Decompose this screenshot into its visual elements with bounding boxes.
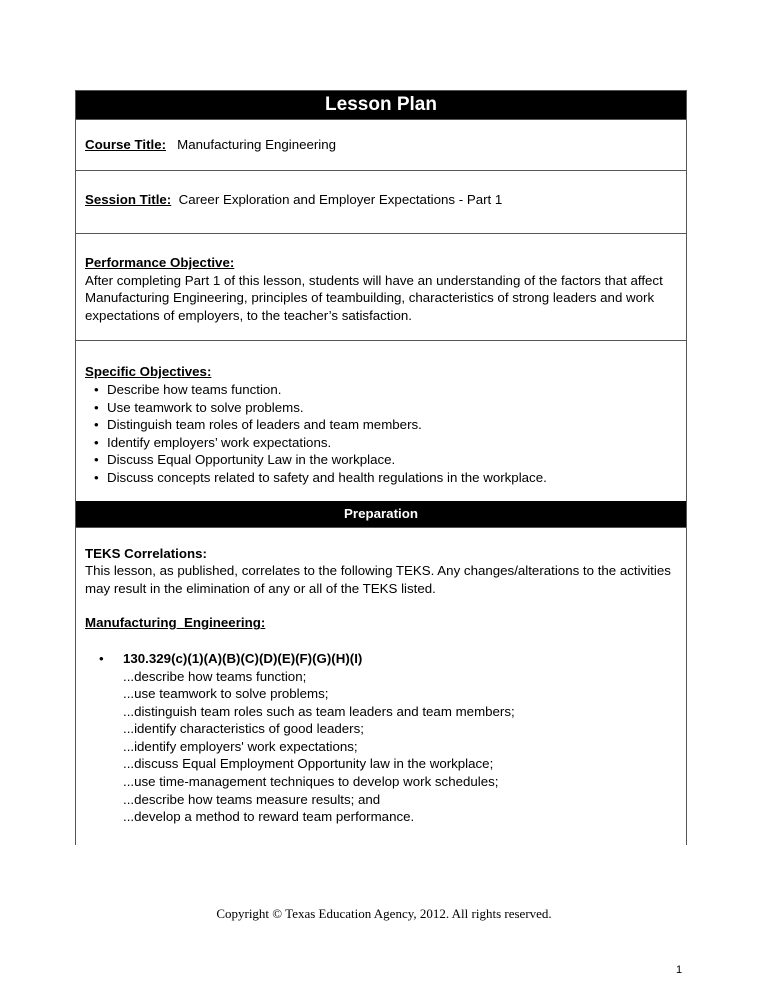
- objective-item: • Identify employers’ work expectations.: [85, 434, 677, 452]
- session-title-value: Career Exploration and Employer Expectations - Part 1: [178, 192, 503, 207]
- lesson-plan-title: Lesson Plan: [76, 91, 686, 119]
- teks-list: [85, 650, 677, 845]
- specific-objectives-row: [76, 340, 686, 500]
- teks-correlations-label: TEKS Correlations:: [85, 545, 207, 561]
- objective-item: • Use teamwork to solve problems.: [85, 399, 677, 417]
- teks-line: ...describe how teams function;: [123, 668, 307, 684]
- session-title-label: Session Title:: [85, 192, 172, 207]
- teks-line: ...discuss Equal Employment Opportunity law in the workplace;: [123, 756, 494, 772]
- objective-item: • Discuss Equal Opportunity Law in the workplace.: [85, 451, 677, 469]
- session-title-row: [76, 170, 686, 233]
- performance-objective-text: After completing Part 1 of this lesson, students will have an understanding of the factors that affect Manufacturing Engineering, principles of teambuilding, characteristics of strong leaders and work expectations of employers, to the teacher’s satisfaction.: [85, 272, 663, 323]
- objective-item: • Discuss concepts related to safety and health regulations in the workplace.: [85, 469, 677, 487]
- teks-item: [85, 650, 677, 826]
- teks-line: ...use time-management techniques to develop work schedules;: [123, 774, 499, 790]
- performance-objective-label: Performance Objective:: [85, 255, 235, 270]
- teks-line: ...develop a method to reward team performance.: [123, 809, 415, 825]
- course-title-label: Course Title:: [85, 137, 167, 152]
- course-title-value: Manufacturing Engineering: [177, 137, 337, 152]
- specific-objectives-label: Specific Objectives:: [85, 364, 212, 380]
- specific-objectives-list: [85, 381, 677, 487]
- teks-line: ...use teamwork to solve problems;: [123, 686, 329, 702]
- teks-line: ...identify characteristics of good leaders;: [123, 721, 364, 737]
- performance-objective-row: [76, 233, 686, 340]
- subject-label: Manufacturing Engineering:: [85, 615, 266, 631]
- objective-item: • Describe how teams function.: [85, 381, 677, 399]
- teks-line: ...distinguish team roles such as team leaders and team members;: [123, 703, 515, 719]
- teks-item: [85, 844, 677, 845]
- teks-correlations-text: This lesson, as published, correlates to the following TEKS. Any changes/alterations to the activities may result in the elimination of any or all of the TEKS listed.: [85, 563, 671, 596]
- teks-code: [123, 844, 677, 845]
- course-title-row: [76, 119, 686, 170]
- preparation-header: Preparation: [76, 501, 686, 527]
- page-number: 1: [676, 964, 683, 976]
- teks-line: ...describe how teams measure results; and: [123, 791, 381, 807]
- copyright: Copyright © Texas Education Agency, 2012. All rights reserved.: [216, 906, 552, 921]
- teks-code: • 130.329(c)(1)(A)(B)(C)(D)(E)(F)(G)(H)(I): [123, 650, 363, 666]
- lesson-plan-table: [75, 90, 687, 845]
- preparation-section: [76, 527, 686, 845]
- objective-item: • Distinguish team roles of leaders and team members.: [85, 416, 677, 434]
- teks-line: ...identify employers' work expectations;: [123, 738, 358, 754]
